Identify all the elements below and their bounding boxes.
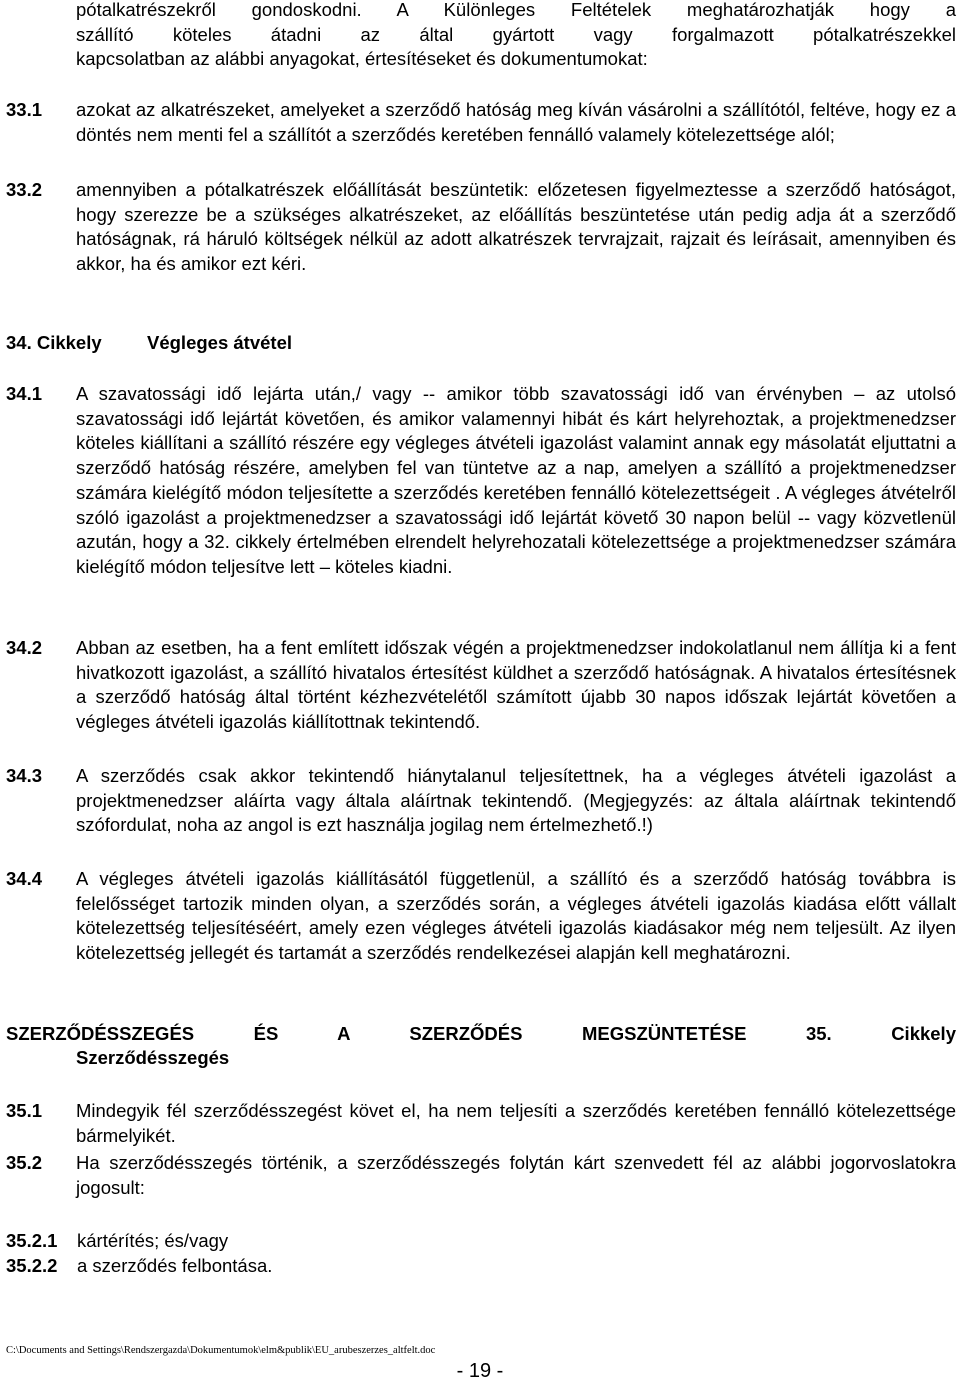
clause-text: kártérítés; és/vagy [77, 1230, 229, 1251]
clause-number: 35.2 [6, 1152, 43, 1173]
section-subheading: Szerződésszegés [76, 1047, 230, 1068]
clause-35-2 [6, 1151, 956, 1200]
clause-number: 34.2 [6, 637, 43, 658]
clause-text: a szerződés felbontása. [77, 1255, 273, 1276]
clause-33-1 [6, 98, 956, 147]
clause-number: 34.4 [6, 868, 43, 889]
clause-number: 35.2.2 [6, 1255, 58, 1276]
clause-text: A szavatossági idő lejárta után,/ vagy -- amikor több szavatossági idő van érvényben – az utolsó szavatossági idő lejártát követően, és amikor valamennyi hibát és kárt helyrehoztak, a projektmenedzser köteles kiállítani a szállító részére egy végleges átvételi igazolást valamint annak egy másolatát eljuttatni a szerződő hatóság részére, amelyben fel van tüntetve az a nap, amelyen a szállító a projektmenedzser számára kielégítő módon teljesítette a szerződés keretében fennálló kötelezettségeit . A végleges átvételről szóló igazolást a projektmenedzser a szavatossági idő lejártát követő 30 napon belül -- vagy közvetlenül azután, hogy a 32. cikkely értelmében elrendelt helyrehozatali kötelezettsége a projektmenedzser számára kielégítő módon teljesítve lett – köteles kiadni. [76, 383, 956, 577]
section-heading-line: SZERZŐDÉSSZEGÉS ÉS A SZERZŐDÉS MEGSZÜNTETÉSE 35. Cikkely [6, 1023, 956, 1044]
article-number: 34. Cikkely [6, 332, 102, 353]
clause-34-4 [6, 867, 956, 966]
clause-text: A szerződés csak akkor tekintendő hiánytalanul teljesítettnek, ha a végleges átvételi igazolást a projektmenedzser aláírta vagy általa aláírtnak tekintendő. (Megjegyzés: az általa aláírtnak tekintendő szófordulat, noha az angol is ezt használja jogilag nem értelmezhető.!) [76, 765, 956, 836]
clause-number: 35.2.1 [6, 1230, 58, 1251]
subclause-35-2-1 [6, 1229, 956, 1254]
clause-35-1 [6, 1099, 956, 1148]
clause-number: 35.1 [6, 1100, 43, 1121]
intro-line: kapcsolatban az alábbi anyagokat, értesítéseket és dokumentumokat: [76, 48, 648, 69]
article-title: Végleges átvétel [147, 332, 292, 353]
page-number: - 19 - [456, 1360, 504, 1382]
article-34-heading [6, 331, 292, 355]
clause-text: Ha szerződésszegés történik, a szerződésszegés folytán kárt szenvedett fél az alábbi jogorvoslatokra jogosult: [76, 1152, 956, 1198]
section-heading [6, 1022, 956, 1070]
clause-34-1 [6, 382, 956, 580]
clause-number: 34.3 [6, 765, 43, 786]
clause-number: 34.1 [6, 383, 43, 404]
clause-34-3 [6, 764, 956, 838]
clause-text: A végleges átvételi igazolás kiállításától függetlenül, a szállító és a szerződő hatóság továbbra is felelősséget tartozik minden olyan, a szerződés során, a végleges átvételi igazolás kiadása előtt vállalt kötelezettség teljesítéséért, amely ezen végleges átvételi igazolás kiadásakor még nem teljesült. Az ilyen kötelezettség jellegét és tartamát a szerződés rendelkezései alapján kell meghatározni. [76, 868, 956, 964]
footer-file-path: C:\Documents and Settings\Rendszergazda\Dokumentumok\elm&publik\EU_arubeszerzes_altfelt.doc [6, 1345, 436, 1356]
subclause-35-2-2 [6, 1254, 956, 1279]
clause-number: 33.2 [6, 179, 43, 200]
clause-34-2 [6, 636, 956, 735]
clause-text: Abban az esetben, ha a fent említett időszak végén a projektmenedzser indokolatlanul nem állítja ki a fent hivatkozott igazolást, a szállító hivatalos értesítést küldhet a szerződő hatóságnak. A hivatalos értesítésnek a szerződő hatóság által történt kézhezvételétől számított újabb 30 napos időszak lejártát követően a végleges átvételi igazolás kiállítottnak tekintendő. [76, 637, 956, 733]
intro-line: pótalkatrészekről gondoskodni. A Különleges Feltételek meghatározhatják hogy a [76, 0, 956, 20]
clause-text: amennyiben a pótalkatrészek előállítását beszüntetik: előzetesen figyelmeztesse a szerződő hatóságot, hogy szerezze be a szükséges alkatrészeket, az előállítás beszüntetése után pedig adja át a szerződő hatóságnak, rá háruló költségek nélkül az adott alkatrészek tervrajzait, rajzait és leírásait, amennyiben és akkor, ha és amikor ezt kéri. [76, 179, 956, 275]
clause-33-2 [6, 178, 956, 277]
clause-number: 33.1 [6, 99, 43, 120]
intro-paragraph [76, 0, 956, 72]
intro-line: szállító köteles átadni az által gyártott vagy forgalmazott pótalkatrészekkel [76, 23, 956, 45]
clause-text: Mindegyik fél szerződésszegést követ el, ha nem teljesíti a szerződés keretében fennálló kötelezettsége bármelyikét. [76, 1100, 956, 1146]
clause-text: azokat az alkatrészeket, amelyeket a szerződő hatóság meg kíván vásárolni a szállítótól, feltéve, hogy ez a döntés nem menti fel a szállítót a szerződés keretében fennálló valamely kötelezettsége alól; [76, 99, 956, 145]
